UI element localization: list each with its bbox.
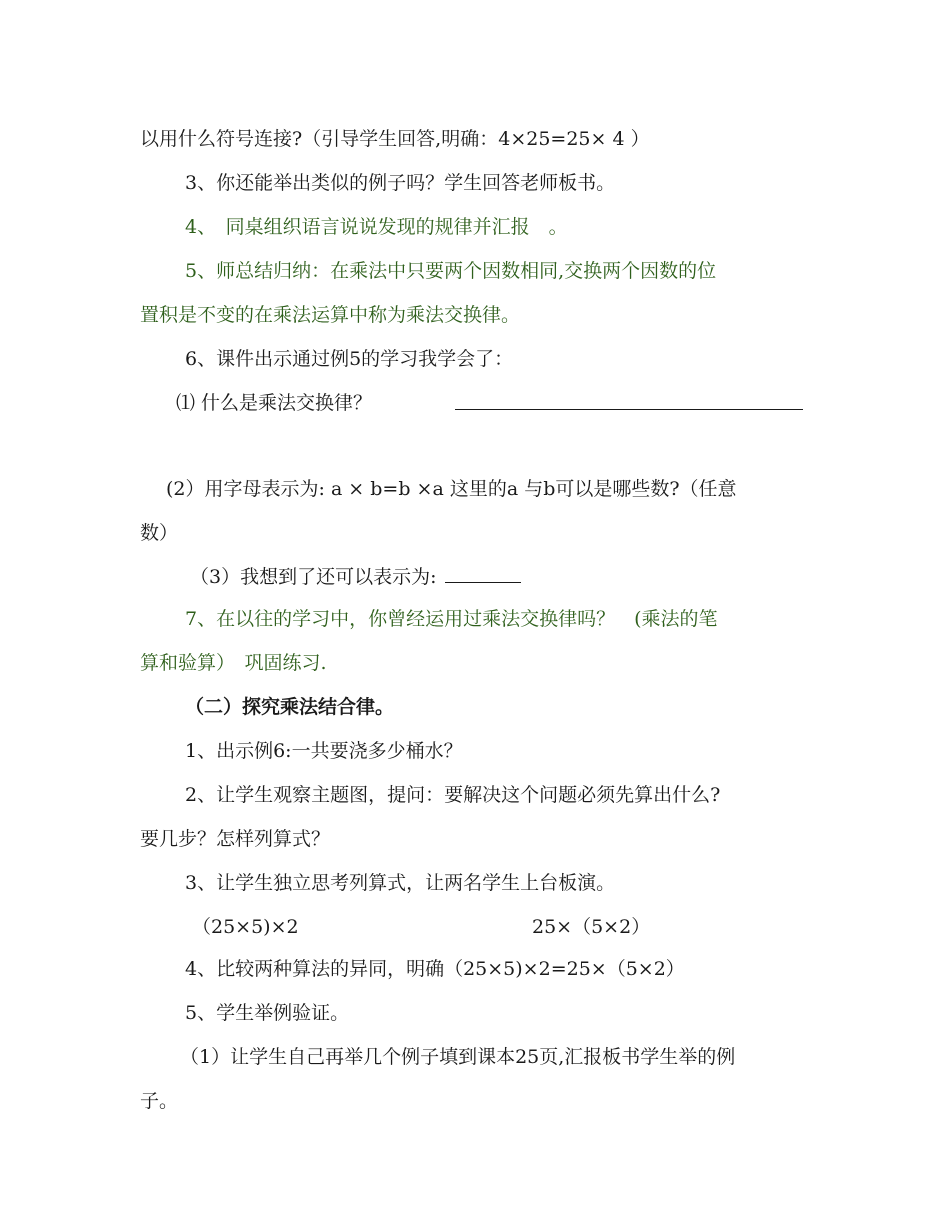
answer-blank-line — [455, 409, 803, 410]
text-line-12: 算和验算） 巩固练习. — [140, 652, 327, 674]
text-line-15: 要几步？怎样列算式？ — [140, 828, 331, 850]
text-line-14: 2、让学生观察主题图，提问：要解决这个问题必须先算出什么? — [185, 784, 721, 806]
text-line-19: （1）让学生自己再举几个例子填到课本25页,汇报板书学生举的例 — [180, 1046, 736, 1068]
text-line-9: 数） — [140, 522, 179, 544]
text-line-2: 3、你还能举出类似的例子吗？学生回答老师板书。 — [185, 172, 616, 194]
text-line-20: 子。 — [140, 1090, 179, 1112]
text-line-18: 5、学生举例验证。 — [185, 1002, 350, 1024]
text-line-8: (2）用字母表示为: a × b=b ×a 这里的a 与b可以是哪些数?（任意 — [166, 478, 737, 500]
text-line-13: 1、出示例6:一共要浇多少桶水？ — [185, 740, 463, 762]
text-line-5: 置积是不变的在乘法运算中称为乘法交换律。 — [140, 304, 521, 326]
text-line-10-label: （3）我想到了还可以表示为: — [190, 566, 443, 588]
section-heading: （二）探究乘法结合律。 — [185, 696, 395, 718]
text-line-6: 6、课件出示通过例5的学习我学会了： — [185, 348, 514, 370]
short-answer-blank — [445, 581, 521, 583]
text-line-4: 5、师总结归纳：在乘法中只要两个因数相同,交换两个因数的位 — [185, 260, 717, 282]
text-line-10 — [190, 564, 521, 590]
text-line-17: 4、比较两种算法的异同，明确（25×5)×2=25×（5×2） — [185, 958, 685, 980]
text-line-3: 4、 同桌组织语言说说发现的规律并汇报 。 — [185, 216, 568, 238]
text-line-1: 以用什么符号连接?（引导学生回答,明确：4×25=25× 4 ） — [140, 128, 650, 150]
expression-right: 25×（5×2） — [532, 916, 651, 938]
text-line-7: ⑴ 什么是乘法交换律？ — [176, 392, 373, 414]
text-line-11: 7、在以往的学习中，你曾经运用过乘法交换律吗？ (乘法的笔 — [185, 608, 718, 630]
text-line-16: 3、让学生独立思考列算式，让两名学生上台板演。 — [185, 872, 616, 894]
expression-left: （25×5)×2 — [192, 916, 299, 938]
